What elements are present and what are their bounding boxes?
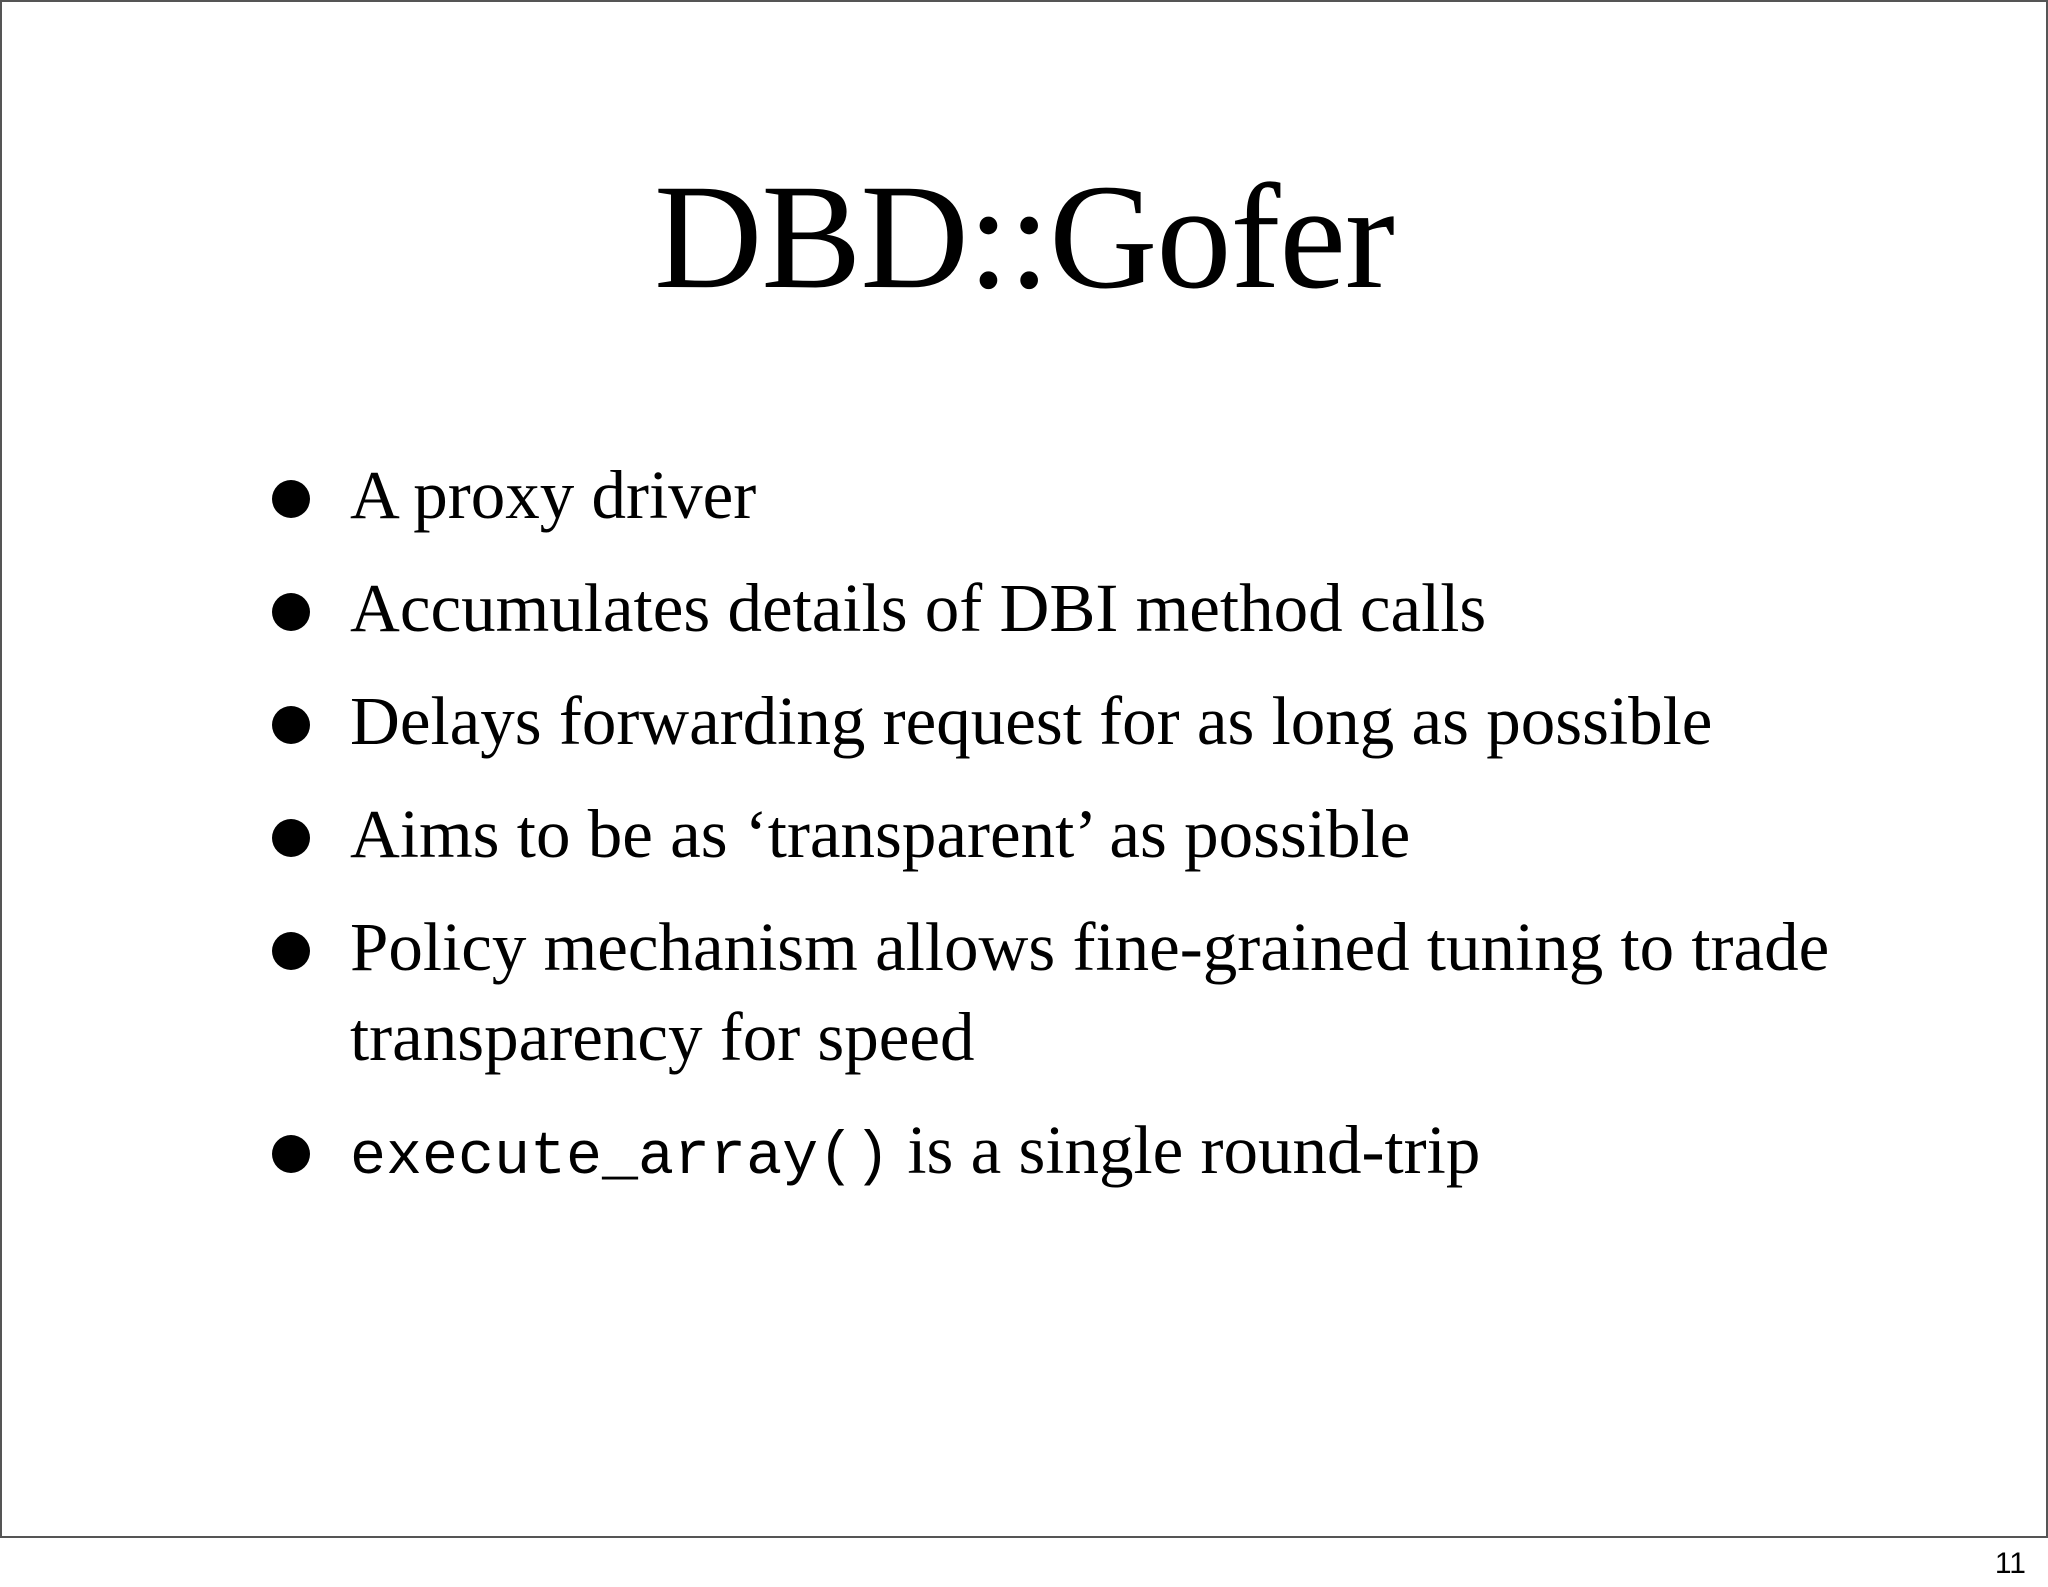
bullet-item <box>270 563 1870 653</box>
bullet-text: is a single round-trip <box>890 1112 1481 1188</box>
bullet-dot-icon <box>272 932 310 970</box>
bullet-text: A proxy driver <box>350 457 757 533</box>
bullet-text: Aims to be as ‘transparent’ as possible <box>350 796 1411 872</box>
bullet-text: Accumulates details of DBI method calls <box>350 570 1487 646</box>
bullet-text: Policy mechanism allows fine-grained tuning to trade transparency for speed <box>350 909 1830 1075</box>
bullet-text: Delays forwarding request for as long as possible <box>350 683 1713 759</box>
slide-title: DBD::Gofer <box>654 154 1394 320</box>
page-number: 11 <box>1994 1547 2026 1580</box>
bullet-item <box>270 450 1870 540</box>
code-snippet: execute_array() <box>350 1124 891 1192</box>
bullet-dot-icon <box>272 480 310 518</box>
bullet-dot-icon <box>272 819 310 857</box>
bullet-item <box>270 1105 1870 1203</box>
bullet-dot-icon <box>272 593 310 631</box>
bullet-item <box>270 789 1870 879</box>
bullet-list <box>270 450 1870 1226</box>
bullet-dot-icon <box>272 706 310 744</box>
bullet-dot-icon <box>272 1135 310 1173</box>
bullet-item <box>270 902 1870 1082</box>
bullet-item <box>270 676 1870 766</box>
